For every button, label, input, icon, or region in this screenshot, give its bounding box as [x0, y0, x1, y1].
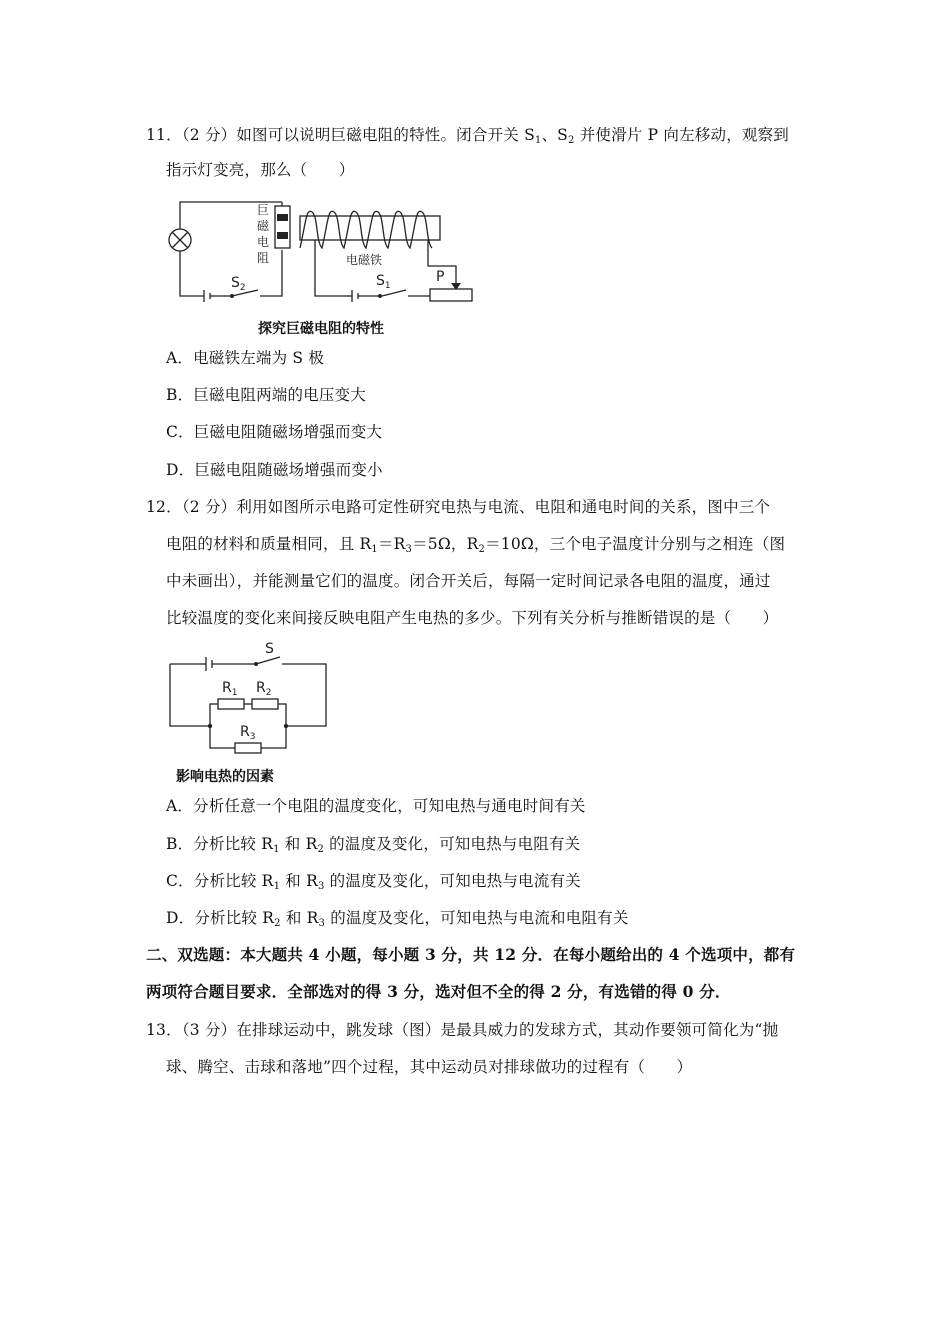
q12-option-a: A．分析任意一个电阻的温度变化，可知电热与通电时间有关	[166, 797, 586, 815]
q12-option-b: B．分析比较 $R_1$ 和 $R_2$ 的温度及变化，可知电热与电阻有关	[166, 835, 581, 855]
q11-option-c: C．巨磁电阻随磁场增强而变大	[166, 423, 383, 441]
gmr-label-char-3: 电	[257, 235, 270, 249]
switch-s1-sub: 1	[384, 281, 391, 291]
gmr-label-char-2: 磁	[257, 219, 270, 233]
q11-stem-line2: 指示灯变亮，那么（ ）	[166, 161, 355, 179]
q11-option-d: D．巨磁电阻随磁场增强而变小	[166, 461, 383, 479]
svg-text:R1	[222, 680, 237, 698]
q13-stem-line1: 13．（3 分）在排球运动中，跳发球（图）是最具威力的发球方式，其动作要领可简化为“抛	[146, 1021, 779, 1039]
q11-stem-line1: 11．（2 分）如图可以说明巨磁电阻的特性。闭合开关 $S_1$、$S_2$ 并使滑片 P 向左移动，观察到	[146, 126, 789, 146]
resistor-r2-label: R	[256, 680, 266, 696]
q11-option-b: B．巨磁电阻两端的电压变大	[166, 386, 366, 404]
svg-text:R2	[256, 680, 271, 698]
electromagnet-label: 电磁铁	[346, 253, 383, 267]
slider-p-label: P	[436, 269, 445, 285]
resistor-r2-sub: 2	[265, 688, 272, 698]
svg-text:S2	[231, 275, 246, 293]
switch-s2-label: S	[231, 275, 240, 291]
q12-figure-caption: 影响电热的因素	[176, 769, 274, 785]
switch-s-label: S	[265, 641, 274, 657]
svg-text:S1	[376, 273, 391, 291]
resistor-r3-sub: 3	[249, 732, 256, 742]
q12-stem-line1: 12．（2 分）利用如图所示电路可定性研究电热与电流、电阻和通电时间的关系，图中三个	[146, 498, 771, 516]
q12-option-d: D．分析比较 $R_2$ 和 $R_3$ 的温度及变化，可知电热与电流和电阻有关	[166, 909, 629, 929]
q11-option-a: A．电磁铁左端为 S 极	[166, 349, 325, 367]
switch-s1-label: S	[376, 273, 385, 289]
gmr-label-char-4: 阻	[257, 251, 270, 265]
switch-s2-sub: 2	[239, 283, 246, 293]
q12-option-c: C．分析比较 $R_1$ 和 $R_3$ 的温度及变化，可知电热与电流有关	[166, 872, 581, 892]
q11-figure-caption: 探究巨磁电阻的特性	[258, 321, 384, 337]
svg-text:R3	[240, 724, 255, 742]
q11-circuit-figure	[160, 192, 480, 308]
gmr-label-char-1: 巨	[257, 203, 270, 217]
q12-stem-line3: 中未画出），并能测量它们的温度。闭合开关后，每隔一定时间记录各电阻的温度，通过	[166, 572, 771, 590]
section2-heading-line1: 二、双选题：本大题共 4 小题，每小题 3 分，共 12 分．在每小题给出的 4 个选项中，都有	[146, 945, 796, 964]
resistor-r3-label: R	[240, 724, 250, 740]
q12-stem-line4: 比较温度的变化来间接反映电阻产生电热的多少。下列有关分析与推断错误的是（ ）	[166, 609, 779, 627]
resistor-r1-sub: 1	[231, 688, 238, 698]
section2-heading-line2: 两项符合题目要求．全部选对的得 3 分，选对但不全的得 2 分，有选错的得 0 分．	[146, 982, 731, 1001]
q12-circuit-figure	[160, 640, 340, 758]
resistor-r1-label: R	[222, 680, 232, 696]
q13-stem-line2: 球、腾空、击球和落地”四个过程，其中运动员对排球做功的过程有（ ）	[166, 1058, 693, 1076]
q12-stem-line2: 电阻的材料和质量相同，且 $R_1=R_3=5\Omega$，$R_2=10\Omega$，三个电子温度计分别与之相连（图	[166, 535, 786, 555]
